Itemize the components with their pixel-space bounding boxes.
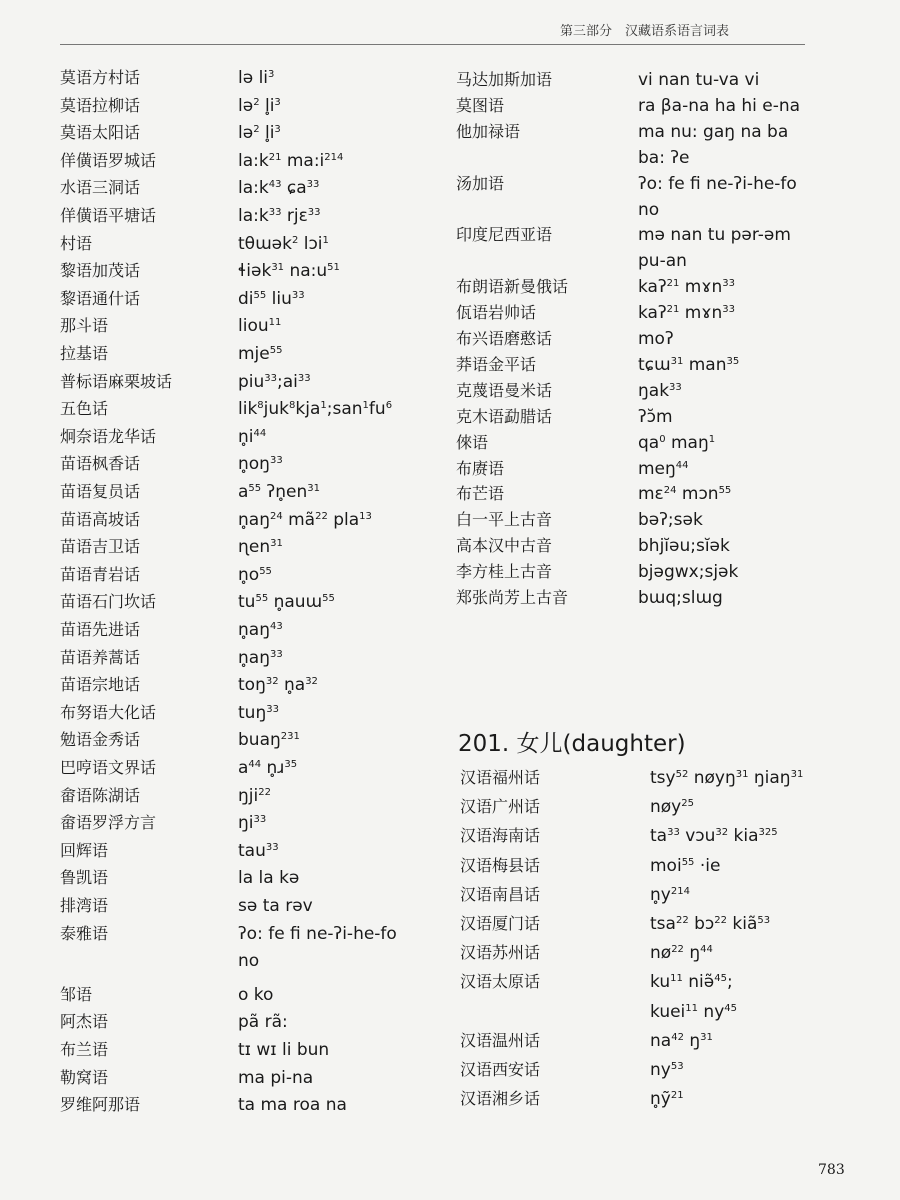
word-form: ɬiək$^{31}$ $na:u^{51}$ bbox=[238, 261, 340, 282]
word-form: pã rã: bbox=[238, 1012, 288, 1033]
word-form: $n̥aŋ^{24}$ $mã^{22}$ pla$^{13}$ bbox=[238, 509, 372, 530]
language-name: 他加禄语 bbox=[456, 121, 521, 141]
language-name: 汉语南昌话 bbox=[460, 884, 541, 904]
word-form: o ko bbox=[238, 984, 274, 1005]
language-name: 郑张尚芳上古音 bbox=[456, 588, 569, 607]
language-name: 佯僙语平塘话 bbox=[60, 206, 157, 225]
word-form: meŋ$^{44}$ bbox=[638, 458, 689, 479]
word-form: tsa$^{22}$ bɔ$^{22}$ kiã$^{53}$ bbox=[650, 914, 771, 934]
language-name: 勒窝语 bbox=[60, 1067, 109, 1087]
word-form: $la:k^{33}$ rjɛ$^{33}$ bbox=[238, 206, 321, 226]
word-form: nøy$^{25}$ bbox=[650, 797, 694, 818]
language-name: 排湾语 bbox=[60, 896, 109, 915]
language-name: 汉语福州话 bbox=[460, 768, 541, 787]
language-name: 倈语 bbox=[456, 432, 489, 452]
word-form: $nø^{22}$ $ŋ^{44}$ bbox=[650, 943, 713, 964]
language-name: 黎语通什话 bbox=[60, 288, 141, 308]
word-form: ɳen$^{31}$ bbox=[238, 537, 283, 558]
word-form: $n̥oŋ^{33}$ bbox=[238, 454, 283, 475]
language-name: 李方桂上古音 bbox=[456, 562, 553, 582]
word-form: $ta^{33}$ vɔu$^{32}$ kia$^{325}$ bbox=[650, 826, 778, 847]
word-form: no bbox=[238, 951, 260, 972]
word-form: $qa^0$ maŋ$^1$ bbox=[638, 432, 716, 453]
word-form: bjəgwx;sjək bbox=[638, 562, 739, 583]
word-form: $n̥o^{55}$ bbox=[238, 564, 272, 585]
word-form: $la:k^{21}$ $ma:i^{214}$ bbox=[238, 150, 344, 171]
word-form: no bbox=[638, 199, 660, 220]
language-name: 布兴语磨憨话 bbox=[456, 329, 553, 348]
word-form: moi$^{55}$ ·ie bbox=[650, 855, 721, 876]
language-name: 汉语厦门话 bbox=[460, 914, 541, 933]
language-name: 苗语复员话 bbox=[60, 482, 141, 501]
language-name: 布兰语 bbox=[60, 1040, 109, 1059]
language-name: 普标语麻栗坡话 bbox=[60, 371, 173, 391]
language-name: 马达加斯加语 bbox=[456, 70, 553, 89]
language-name: 炯奈语龙华话 bbox=[60, 426, 157, 446]
word-form: $na^{42}$ $ŋ^{31}$ bbox=[650, 1030, 713, 1051]
word-form: tau$^{33}$ bbox=[238, 840, 279, 861]
language-name: 拉基语 bbox=[60, 344, 109, 363]
word-form: sə ta rəv bbox=[238, 896, 313, 916]
word-form: $ny^{53}$ bbox=[650, 1060, 684, 1080]
word-form: ʔo: fe fi ne-ʔi-he-fo bbox=[638, 173, 797, 194]
word-form: $lik^8juk^8kja^1;san^1fu^6$ bbox=[238, 399, 393, 420]
word-form: bhjĭəu;sĭək bbox=[638, 536, 730, 557]
word-form: $a^{55}$ $ʔn̥en^{31}$ bbox=[238, 482, 320, 502]
language-name: 五色话 bbox=[60, 399, 109, 419]
header-title: 第三部分 汉藏语系语言词表 bbox=[560, 24, 730, 39]
word-form: kaʔ$^{21}$ mɤn$^{33}$ bbox=[638, 303, 735, 324]
word-form: $a^{44}$ n̥ɹ$^{35}$ bbox=[238, 758, 298, 778]
section-number: 201. bbox=[458, 731, 510, 757]
word-form: ŋak$^{33}$ bbox=[638, 380, 682, 401]
word-form: mə nan tu pər-əm bbox=[638, 225, 791, 246]
language-name: 邹语 bbox=[60, 984, 93, 1004]
language-name: 布赓语 bbox=[456, 458, 505, 478]
word-form: ba: ʔe bbox=[638, 147, 690, 168]
language-name: 佯僙语罗城话 bbox=[60, 150, 157, 170]
word-form: ʔɔ̆m bbox=[638, 406, 673, 427]
language-name: 水语三洞话 bbox=[60, 178, 141, 198]
language-name: 畲语陈湖话 bbox=[60, 785, 141, 805]
language-name: 印度尼西亚语 bbox=[456, 225, 553, 245]
word-form: $tu^{55}$ n̥auɯ$^{55}$ bbox=[238, 592, 335, 613]
language-name: 白一平上古音 bbox=[456, 510, 553, 530]
language-name: 汉语湘乡话 bbox=[460, 1089, 541, 1109]
word-form: kuei$^{11}$ $ny^{45}$ bbox=[650, 1001, 737, 1022]
word-form: tuŋ$^{33}$ bbox=[238, 702, 279, 723]
word-form: tɪ wɪ li bun bbox=[238, 1040, 330, 1060]
word-form: kaʔ$^{21}$ mɤn$^{33}$ bbox=[638, 277, 735, 298]
word-form: tθɯək$^2$ lɔi$^1$ bbox=[238, 233, 329, 254]
word-form: $ku^{11}$ niə̃$^{45}$; bbox=[650, 972, 733, 993]
language-name: 那斗语 bbox=[60, 316, 109, 336]
word-form: $n̥aŋ^{33}$ bbox=[238, 647, 283, 668]
section-heading bbox=[458, 725, 686, 758]
language-name: 莫图语 bbox=[456, 95, 505, 115]
language-name: 苗语吉卫话 bbox=[60, 537, 141, 557]
word-form: ŋji$^{22}$ bbox=[238, 785, 271, 806]
language-name: 阿杰语 bbox=[60, 1012, 109, 1032]
language-name: 汉语温州话 bbox=[460, 1030, 541, 1050]
language-name: 布芒语 bbox=[456, 484, 505, 504]
language-name: 苗语枫香话 bbox=[60, 454, 141, 474]
language-name: 莫语方村话 bbox=[60, 68, 141, 87]
language-name: 佤语岩帅话 bbox=[456, 303, 537, 323]
language-name: 巴哼语文界话 bbox=[60, 758, 157, 777]
word-form: lə$^2$ $l̥i^3$ bbox=[238, 123, 281, 144]
language-name: 汉语海南话 bbox=[460, 826, 541, 846]
word-form: $ŋi^{33}$ bbox=[238, 813, 267, 834]
word-form: ʔo: fe fi ne-ʔi-he-fo bbox=[238, 923, 397, 944]
word-form: $n̥i^{44}$ bbox=[238, 426, 267, 447]
language-name: 村语 bbox=[60, 233, 93, 253]
language-name: 苗语青岩话 bbox=[60, 564, 141, 584]
language-name: 泰雅语 bbox=[60, 923, 109, 943]
language-name: 苗语养蒿话 bbox=[60, 647, 141, 667]
word-form: tɕɯ$^{31}$ man$^{35}$ bbox=[638, 354, 740, 375]
word-form: bəʔ;sək bbox=[638, 510, 703, 531]
word-form: vi nan tu-va vi bbox=[638, 70, 760, 90]
language-name: 莽语金平话 bbox=[456, 354, 537, 374]
word-form: $la:k^{43}$ ɕa$^{33}$ bbox=[238, 178, 320, 199]
language-name: 苗语石门坎话 bbox=[60, 592, 157, 612]
language-name: 汉语广州话 bbox=[460, 797, 541, 817]
word-form: buaŋ$^{231}$ bbox=[238, 730, 300, 751]
language-name: 罗维阿那语 bbox=[60, 1095, 141, 1115]
language-name: 莫语拉柳话 bbox=[60, 95, 141, 115]
language-name: 汤加语 bbox=[456, 173, 505, 193]
word-form: mje$^{55}$ bbox=[238, 344, 283, 364]
word-form: toŋ$^{32}$ $n̥a^{32}$ bbox=[238, 675, 318, 696]
language-name: 布努语大化话 bbox=[60, 702, 157, 722]
language-name: 苗语高坡话 bbox=[60, 509, 141, 529]
language-name: 汉语梅县话 bbox=[460, 855, 541, 875]
word-form: ma pi-na bbox=[238, 1067, 314, 1088]
language-name: 回辉语 bbox=[60, 840, 109, 860]
word-form: ma nu: gaŋ na ba bbox=[638, 121, 789, 142]
language-name: 布朗语新曼俄话 bbox=[456, 277, 569, 297]
language-name: 汉语西安话 bbox=[460, 1060, 541, 1079]
language-name: 苗语先进话 bbox=[60, 620, 141, 639]
word-form: pu-an bbox=[638, 251, 687, 272]
section-title: 女儿(daughter) bbox=[516, 731, 686, 757]
word-form: $n̥aŋ^{43}$ bbox=[238, 620, 283, 640]
word-form: $piu^{33};ai^{33}$ bbox=[238, 371, 311, 392]
language-name: 黎语加茂话 bbox=[60, 261, 141, 281]
header-rule bbox=[60, 44, 805, 45]
word-form: ta ma roa na bbox=[238, 1095, 347, 1116]
language-name: 勉语金秀话 bbox=[60, 730, 141, 750]
language-name: 鲁凯语 bbox=[60, 868, 109, 888]
word-form: moʔ bbox=[638, 329, 674, 349]
language-name: 畲语罗浮方言 bbox=[60, 813, 157, 833]
language-name: 克蔑语曼米话 bbox=[456, 380, 553, 400]
word-form: ra βa-na ha hi e-na bbox=[638, 95, 801, 116]
language-name: 高本汉中古音 bbox=[456, 536, 553, 556]
word-form: lə $li^3$ bbox=[238, 68, 275, 88]
word-form: lə$^2$ $l̥i^3$ bbox=[238, 95, 281, 116]
word-form: $di^{55}$ liu$^{33}$ bbox=[238, 288, 305, 309]
word-form: la la kə bbox=[238, 868, 300, 889]
word-form: mɛ$^{24}$ mɔn$^{55}$ bbox=[638, 484, 732, 505]
word-form: $n̥y^{214}$ bbox=[650, 884, 690, 905]
language-name: 汉语太原话 bbox=[460, 972, 541, 992]
word-form: tsy$^{52}$ nøyŋ$^{31}$ ŋiaŋ$^{31}$ bbox=[650, 768, 804, 788]
page-number: 783 bbox=[818, 1162, 845, 1178]
word-form: n̥ỹ$^{21}$ bbox=[650, 1089, 684, 1110]
language-name: 莫语太阳话 bbox=[60, 123, 141, 143]
word-form: liou$^{11}$ bbox=[238, 316, 282, 337]
language-name: 克木语勐腊话 bbox=[456, 406, 553, 426]
word-form: bɯq;slɯg bbox=[638, 588, 723, 608]
language-name: 苗语宗地话 bbox=[60, 675, 141, 695]
language-name: 汉语苏州话 bbox=[460, 943, 541, 963]
